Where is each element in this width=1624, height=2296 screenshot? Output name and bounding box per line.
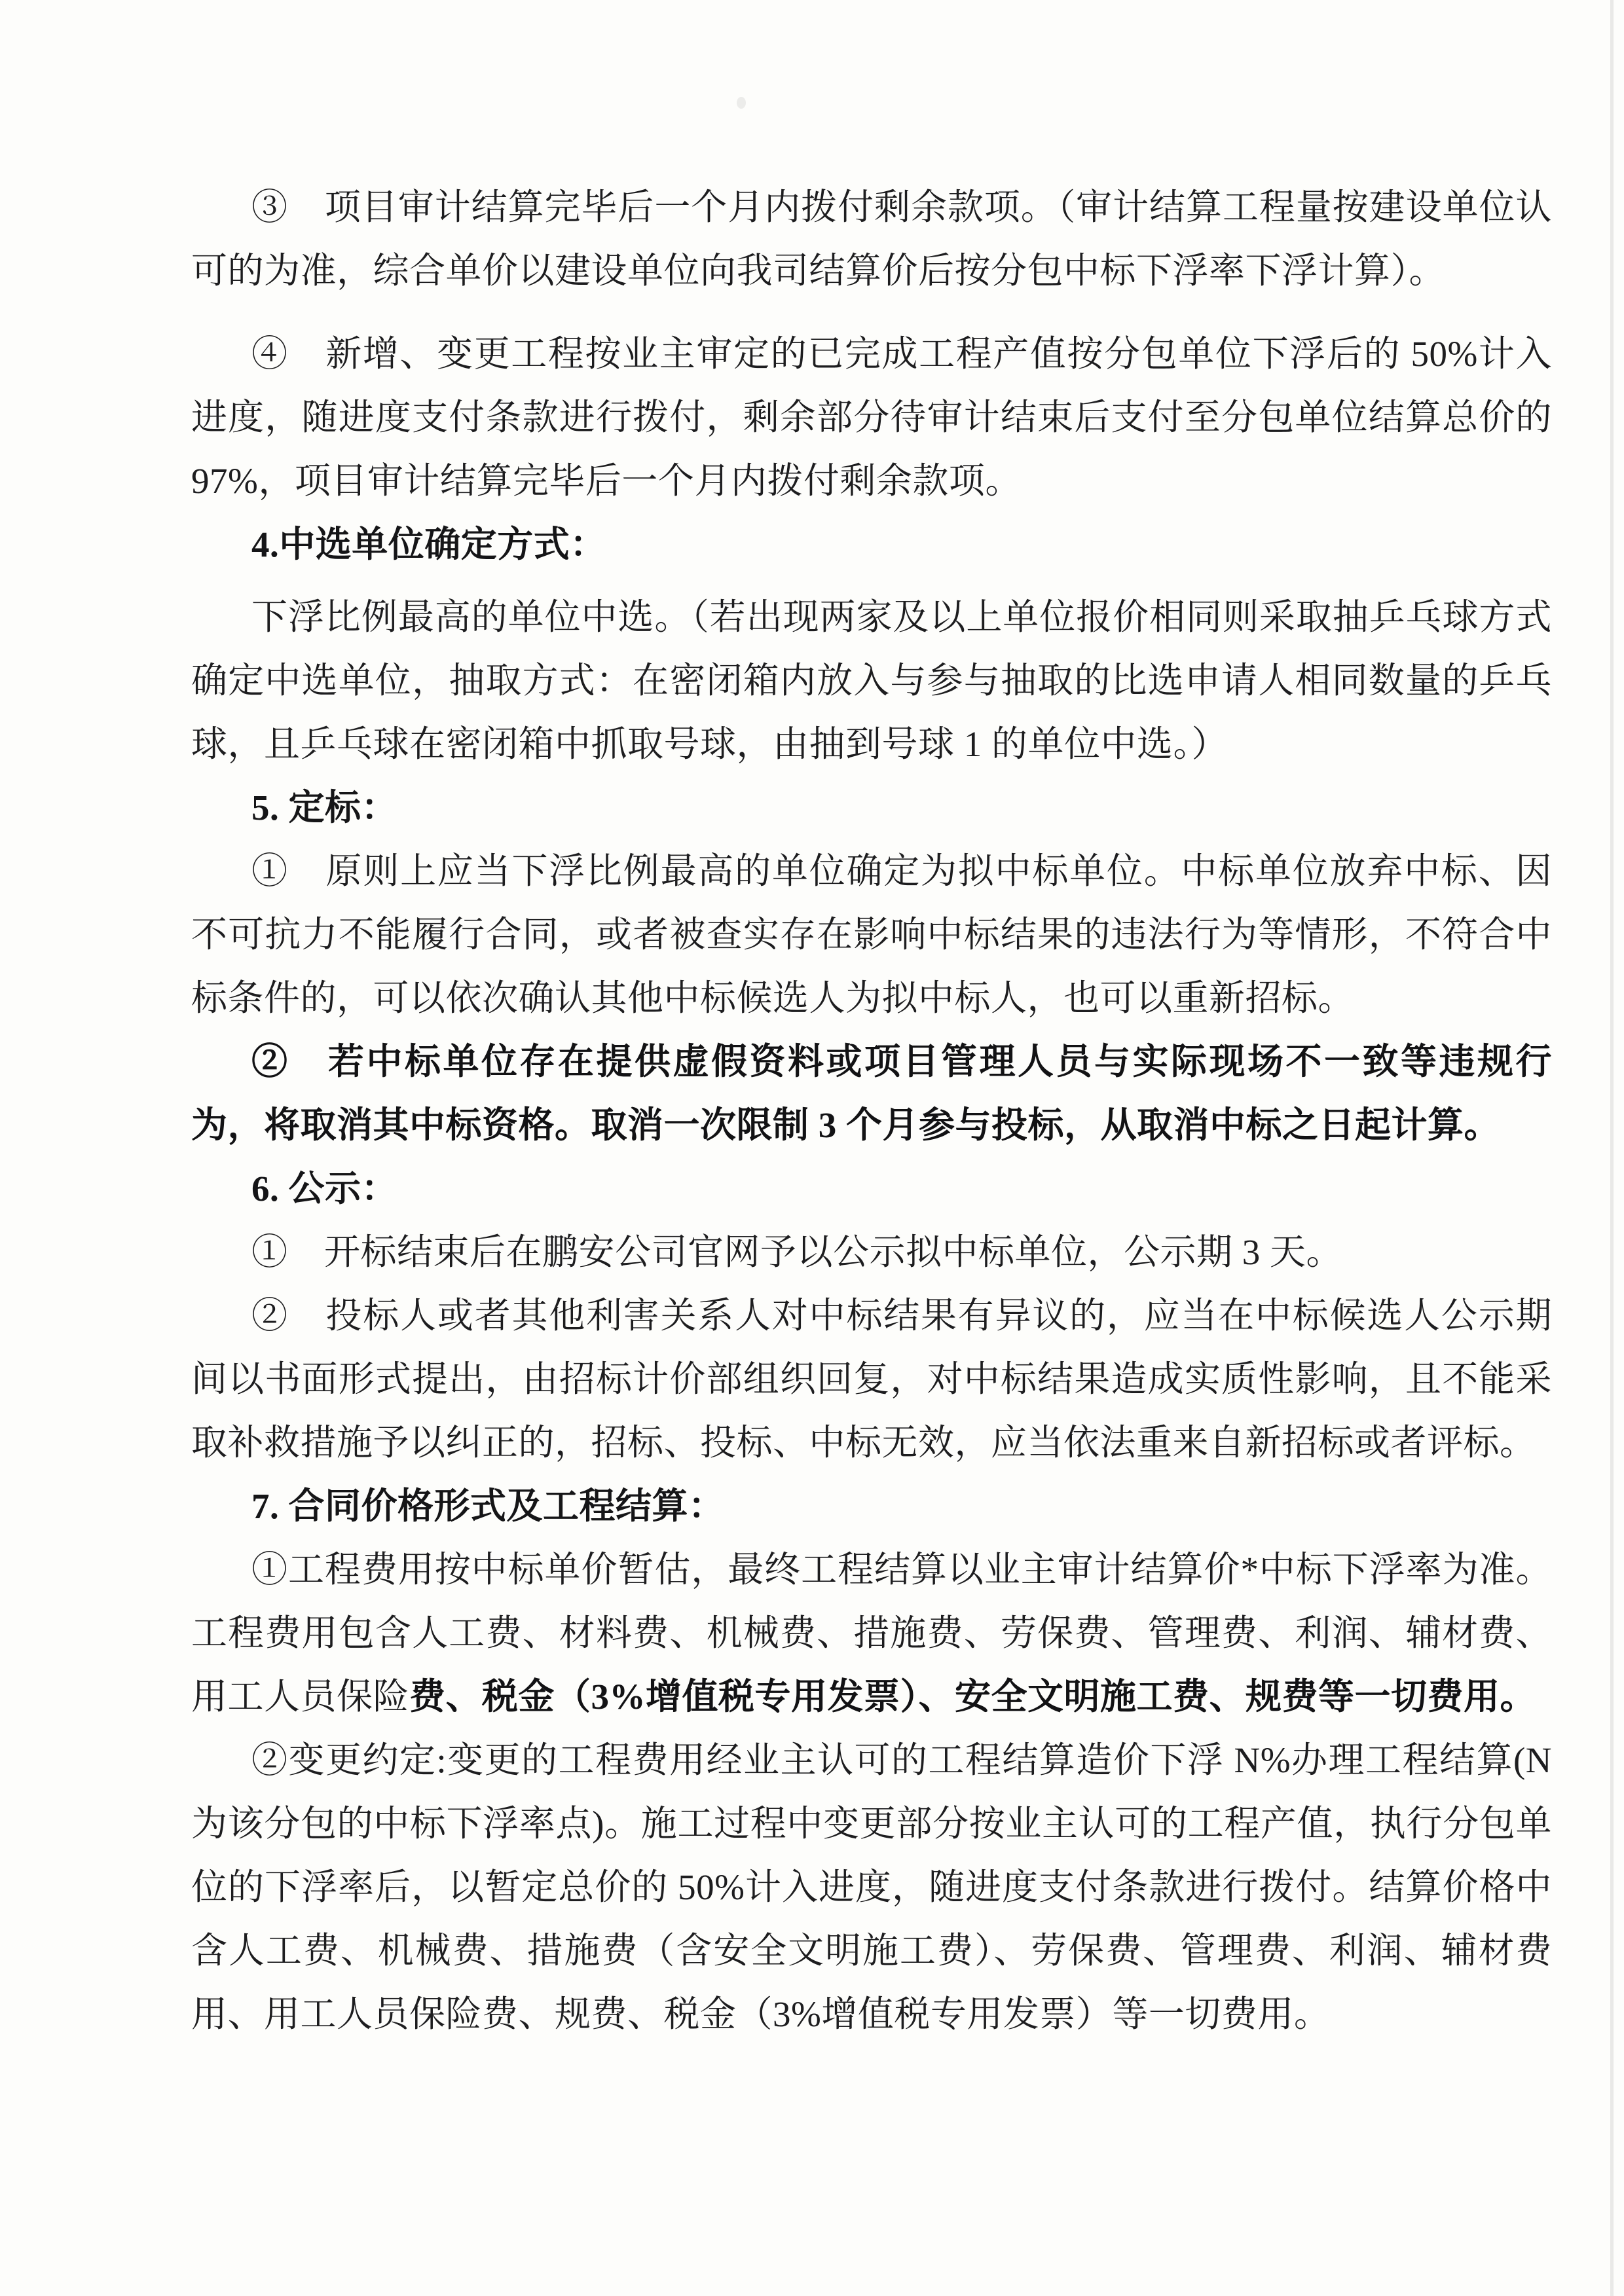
paragraph-publicity-clause-2: ② 投标人或者其他利害关系人对中标结果有异议的，应当在中标候选人公示期间以书面形式提出，由招标计价部组织回复，对中标结果造成实质性影响，且不能采取补救措施予以纠正的，招标、投标、中标无效，应当依法重来自新招标或者评标。	[191, 1296, 1552, 1463]
paragraph-price-clause-1	[191, 1538, 1552, 1728]
section-heading-4-winner-determination: 4.中选单位确定方式：	[251, 524, 606, 564]
price-clause-1-normal-run: ①工程费用按中标单价暂估，最终工程结算以业主审计结算价*中标下浮率为准。工程费用包含人工费、材料费、机械费、措施费、劳保费、管理费、利润、辅材费、用工人员保险	[191, 1550, 1552, 1717]
scan-smudge-artifact	[737, 97, 746, 109]
paragraph-award-clause-2: ② 若中标单位存在提供虚假资料或项目管理人员与实际现场不一致等违规行为，将取消其中标资格。取消一次限制 3 个月参与投标，从取消中标之日起计算。	[191, 1042, 1552, 1145]
paragraph-price-clause-2: ②变更约定:变更的工程费用经业主认可的工程结算造价下浮 N%办理工程结算(N 为该分包的中标下浮率点)。施工过程中变更部分按业主认可的工程产值，执行分包单位的下浮率后，以暂定总价的 50%计入进度，随进度支付条款进行拨付。结算价格中含人工费、机械费、措施费（含安全文明施工费）、劳保费、管理费、利润、辅材费用、用工人员保险费、规费、税金（3%增值税专用发票）等一切费用。	[191, 1740, 1552, 2034]
paragraph-award-clause-1: ① 原则上应当下浮比例最高的单位确定为拟中标单位。中标单位放弃中标、因不可抗力不能履行合同，或者被查实存在影响中标结果的违法行为等情形，不符合中标条件的，可以依次确认其他中标候选人为拟中标人，也可以重新招标。	[191, 851, 1552, 1018]
paragraph-payment-clause-4: ④ 新增、变更工程按业主审定的已完成工程产值按分包单位下浮后的 50%计入进度，随进度支付条款进行拨付，剩余部分待审计结束后支付至分包单位结算总价的 97%，项目审计结算完毕后一个月内拨付剩余款项。	[191, 334, 1552, 501]
section-heading-7-contract-price: 7. 合同价格形式及工程结算：	[251, 1486, 725, 1526]
document-body	[191, 175, 1552, 2046]
section-heading-5-award: 5. 定标：	[251, 788, 398, 828]
paragraph-winner-selection: 下浮比例最高的单位中选。（若出现两家及以上单位报价相同则采取抽乒乓球方式确定中选单位，抽取方式：在密闭箱内放入与参与抽取的比选申请人相同数量的乒乓球，且乒乓球在密闭箱中抓取号球，由抽到号球 1 的单位中选。）	[191, 597, 1552, 764]
paragraph-payment-clause-3: ③ 项目审计结算完毕后一个月内拨付剩余款项。（审计结算工程量按建设单位认可的为准，综合单价以建设单位向我司结算价后按分包中标下浮率下浮计算）。	[191, 187, 1552, 291]
scan-edge-artifact	[1610, 0, 1614, 2296]
paragraph-publicity-clause-1: ① 开标结束后在鹏安公司官网予以公示拟中标单位，公示期 3 天。	[251, 1232, 1343, 1272]
price-clause-1-bold-run: 费、税金（3%增值税专用发票）、安全文明施工费、规费等一切费用。	[409, 1677, 1537, 1717]
section-heading-6-publicity: 6. 公示：	[251, 1169, 398, 1209]
